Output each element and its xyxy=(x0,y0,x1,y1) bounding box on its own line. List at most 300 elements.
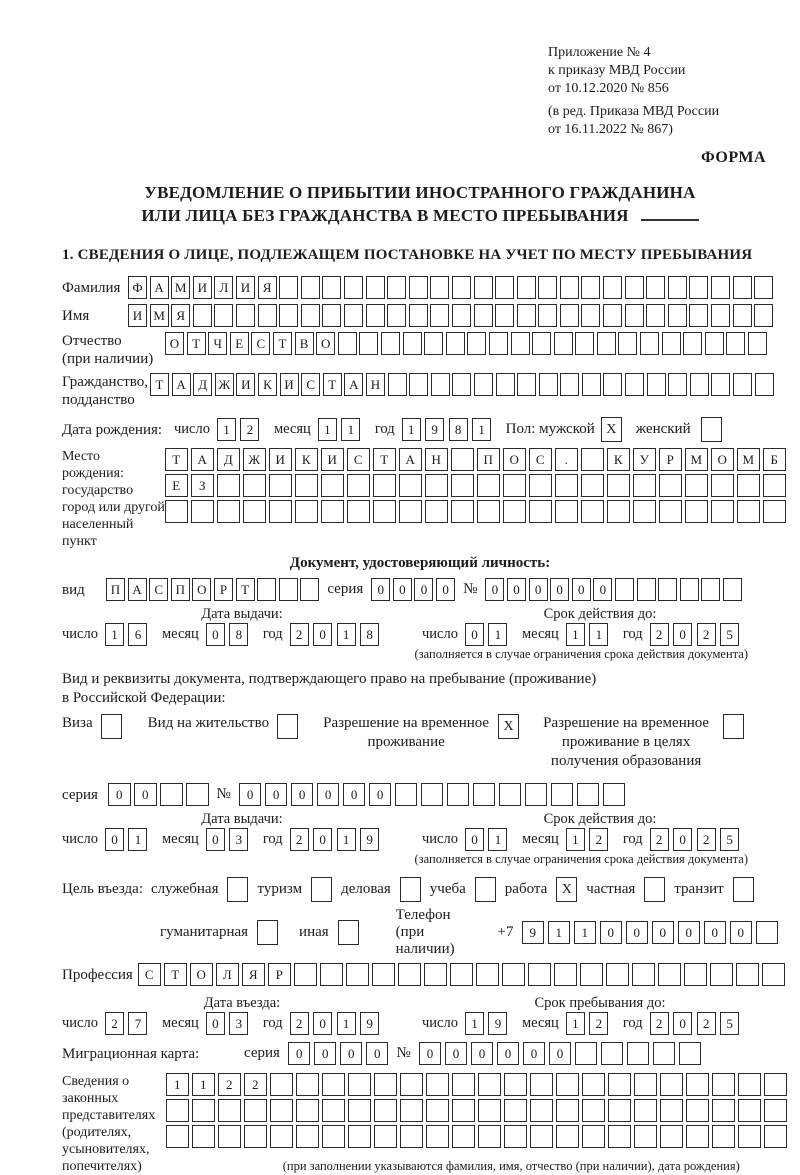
char-cell[interactable] xyxy=(473,783,496,806)
char-cell[interactable] xyxy=(374,1125,397,1148)
char-cell[interactable]: Ж xyxy=(215,373,234,396)
char-cell[interactable] xyxy=(426,1125,449,1148)
char-cell[interactable] xyxy=(668,373,687,396)
char-cell[interactable] xyxy=(763,474,786,497)
char-cell[interactable] xyxy=(601,1042,624,1065)
char-cell[interactable]: Е xyxy=(165,474,188,497)
char-cell[interactable] xyxy=(581,500,604,523)
char-cell[interactable] xyxy=(424,332,443,355)
char-cell[interactable] xyxy=(495,276,514,299)
char-cell[interactable] xyxy=(320,963,343,986)
char-cell[interactable] xyxy=(296,1099,319,1122)
char-cell[interactable] xyxy=(551,783,574,806)
char-cell[interactable]: 0 xyxy=(529,578,548,601)
char-cell[interactable] xyxy=(581,304,600,327)
char-cell[interactable]: А xyxy=(344,373,363,396)
char-cell[interactable]: 0 xyxy=(593,578,612,601)
char-cell[interactable] xyxy=(603,276,622,299)
purpose-work-checkbox[interactable]: X xyxy=(556,877,577,902)
char-cell[interactable] xyxy=(373,500,396,523)
char-cell[interactable] xyxy=(723,578,742,601)
char-cell[interactable] xyxy=(503,500,526,523)
char-cell[interactable] xyxy=(476,963,499,986)
char-cell[interactable] xyxy=(214,304,233,327)
char-cell[interactable]: А xyxy=(172,373,191,396)
char-cell[interactable] xyxy=(347,474,370,497)
char-cell[interactable] xyxy=(338,332,357,355)
char-cell[interactable] xyxy=(618,332,637,355)
char-cell[interactable] xyxy=(634,1099,657,1122)
char-cell[interactable] xyxy=(580,963,603,986)
char-cell[interactable] xyxy=(395,783,418,806)
char-cell[interactable] xyxy=(258,304,277,327)
char-cell[interactable]: К xyxy=(258,373,277,396)
char-cell[interactable] xyxy=(426,1099,449,1122)
char-cell[interactable] xyxy=(474,304,493,327)
date-digit-cell[interactable]: 6 xyxy=(128,623,147,646)
char-cell[interactable]: К xyxy=(295,448,318,471)
char-cell[interactable]: Р xyxy=(214,578,233,601)
char-cell[interactable]: К xyxy=(607,448,630,471)
char-cell[interactable] xyxy=(554,963,577,986)
char-cell[interactable] xyxy=(398,963,421,986)
char-cell[interactable]: О xyxy=(165,332,184,355)
purpose-study-checkbox[interactable] xyxy=(475,877,496,902)
char-cell[interactable] xyxy=(690,373,709,396)
char-cell[interactable] xyxy=(686,1099,709,1122)
char-cell[interactable] xyxy=(517,373,536,396)
char-cell[interactable] xyxy=(499,783,522,806)
char-cell[interactable] xyxy=(321,474,344,497)
char-cell[interactable]: О xyxy=(192,578,211,601)
char-cell[interactable] xyxy=(409,373,428,396)
char-cell[interactable] xyxy=(269,500,292,523)
char-cell[interactable] xyxy=(374,1073,397,1096)
char-cell[interactable] xyxy=(689,304,708,327)
char-cell[interactable]: 0 xyxy=(317,783,340,806)
date-digit-cell[interactable]: 2 xyxy=(290,828,309,851)
date-digit-cell[interactable]: 1 xyxy=(337,623,356,646)
char-cell[interactable] xyxy=(637,578,656,601)
char-cell[interactable] xyxy=(733,373,752,396)
char-cell[interactable] xyxy=(538,276,557,299)
date-digit-cell[interactable]: 1 xyxy=(341,418,360,441)
date-digit-cell[interactable]: 0 xyxy=(673,623,692,646)
char-cell[interactable] xyxy=(737,474,760,497)
char-cell[interactable] xyxy=(554,332,573,355)
char-cell[interactable]: 0 xyxy=(436,578,455,601)
date-digit-cell[interactable]: 2 xyxy=(105,1012,124,1035)
char-cell[interactable] xyxy=(539,373,558,396)
char-cell[interactable] xyxy=(504,1099,527,1122)
char-cell[interactable]: А xyxy=(150,276,169,299)
char-cell[interactable]: П xyxy=(171,578,190,601)
char-cell[interactable] xyxy=(530,1073,553,1096)
char-cell[interactable] xyxy=(489,332,508,355)
char-cell[interactable]: А xyxy=(191,448,214,471)
char-cell[interactable] xyxy=(403,332,422,355)
char-cell[interactable] xyxy=(478,1099,501,1122)
char-cell[interactable] xyxy=(399,500,422,523)
date-digit-cell[interactable]: 1 xyxy=(488,828,507,851)
char-cell[interactable]: 0 xyxy=(239,783,262,806)
char-cell[interactable] xyxy=(347,500,370,523)
char-cell[interactable] xyxy=(269,474,292,497)
char-cell[interactable] xyxy=(366,304,385,327)
char-cell[interactable] xyxy=(608,1073,631,1096)
char-cell[interactable] xyxy=(632,963,655,986)
char-cell[interactable] xyxy=(217,500,240,523)
char-cell[interactable]: 0 xyxy=(393,578,412,601)
char-cell[interactable] xyxy=(581,448,604,471)
char-cell[interactable] xyxy=(400,1099,423,1122)
date-digit-cell[interactable]: 2 xyxy=(697,1012,716,1035)
char-cell[interactable] xyxy=(160,783,183,806)
purpose-humanitarian-checkbox[interactable] xyxy=(257,920,278,945)
char-cell[interactable] xyxy=(582,1073,605,1096)
char-cell[interactable]: 0 xyxy=(678,921,701,944)
date-digit-cell[interactable]: 2 xyxy=(697,828,716,851)
date-digit-cell[interactable]: 1 xyxy=(402,418,421,441)
char-cell[interactable] xyxy=(451,474,474,497)
char-cell[interactable]: М xyxy=(685,448,708,471)
sex-female-checkbox[interactable] xyxy=(701,417,722,442)
char-cell[interactable] xyxy=(712,1125,735,1148)
char-cell[interactable] xyxy=(400,1073,423,1096)
char-cell[interactable] xyxy=(373,474,396,497)
char-cell[interactable]: Я xyxy=(242,963,265,986)
char-cell[interactable] xyxy=(452,1099,475,1122)
date-digit-cell[interactable]: 0 xyxy=(465,828,484,851)
char-cell[interactable]: М xyxy=(150,304,169,327)
char-cell[interactable]: 0 xyxy=(366,1042,389,1065)
char-cell[interactable] xyxy=(603,783,626,806)
char-cell[interactable]: С xyxy=(251,332,270,355)
option-temp-residence-checkbox[interactable]: X xyxy=(498,714,519,739)
date-digit-cell[interactable]: 2 xyxy=(290,623,309,646)
char-cell[interactable] xyxy=(452,1125,475,1148)
char-cell[interactable] xyxy=(660,1125,683,1148)
char-cell[interactable] xyxy=(426,1073,449,1096)
char-cell[interactable]: О xyxy=(711,448,734,471)
date-digit-cell[interactable]: 0 xyxy=(206,828,225,851)
char-cell[interactable] xyxy=(608,1099,631,1122)
char-cell[interactable] xyxy=(477,500,500,523)
char-cell[interactable]: . xyxy=(555,448,578,471)
option-visa-checkbox[interactable] xyxy=(101,714,122,739)
char-cell[interactable] xyxy=(711,474,734,497)
char-cell[interactable]: Р xyxy=(268,963,291,986)
char-cell[interactable] xyxy=(236,304,255,327)
char-cell[interactable] xyxy=(754,304,773,327)
char-cell[interactable] xyxy=(409,276,428,299)
char-cell[interactable]: 2 xyxy=(244,1073,267,1096)
char-cell[interactable]: 0 xyxy=(550,578,569,601)
char-cell[interactable]: П xyxy=(477,448,500,471)
char-cell[interactable]: 0 xyxy=(507,578,526,601)
char-cell[interactable] xyxy=(452,1073,475,1096)
char-cell[interactable] xyxy=(450,963,473,986)
date-digit-cell[interactable]: 9 xyxy=(360,828,379,851)
char-cell[interactable] xyxy=(447,783,470,806)
char-cell[interactable] xyxy=(748,332,767,355)
char-cell[interactable]: Н xyxy=(366,373,385,396)
char-cell[interactable] xyxy=(348,1073,371,1096)
char-cell[interactable] xyxy=(668,276,687,299)
char-cell[interactable] xyxy=(366,276,385,299)
char-cell[interactable] xyxy=(582,1099,605,1122)
char-cell[interactable] xyxy=(634,1125,657,1148)
date-digit-cell[interactable]: 9 xyxy=(425,418,444,441)
char-cell[interactable]: Д xyxy=(193,373,212,396)
char-cell[interactable] xyxy=(653,1042,676,1065)
char-cell[interactable] xyxy=(165,500,188,523)
char-cell[interactable] xyxy=(640,332,659,355)
char-cell[interactable] xyxy=(530,1125,553,1148)
char-cell[interactable] xyxy=(737,500,760,523)
char-cell[interactable] xyxy=(701,578,720,601)
date-digit-cell[interactable]: 9 xyxy=(488,1012,507,1035)
char-cell[interactable] xyxy=(738,1099,761,1122)
char-cell[interactable]: Т xyxy=(165,448,188,471)
date-digit-cell[interactable]: 5 xyxy=(720,828,739,851)
char-cell[interactable] xyxy=(529,500,552,523)
char-cell[interactable] xyxy=(582,373,601,396)
char-cell[interactable]: С xyxy=(138,963,161,986)
char-cell[interactable]: Ч xyxy=(208,332,227,355)
date-digit-cell[interactable]: 1 xyxy=(488,623,507,646)
char-cell[interactable]: 0 xyxy=(108,783,131,806)
char-cell[interactable] xyxy=(425,474,448,497)
date-digit-cell[interactable]: 5 xyxy=(720,1012,739,1035)
char-cell[interactable] xyxy=(738,1125,761,1148)
char-cell[interactable]: 0 xyxy=(419,1042,442,1065)
purpose-other-checkbox[interactable] xyxy=(338,920,359,945)
char-cell[interactable] xyxy=(577,783,600,806)
char-cell[interactable] xyxy=(762,963,785,986)
char-cell[interactable] xyxy=(705,332,724,355)
char-cell[interactable]: Я xyxy=(258,276,277,299)
char-cell[interactable] xyxy=(474,373,493,396)
char-cell[interactable] xyxy=(452,373,471,396)
char-cell[interactable] xyxy=(409,304,428,327)
char-cell[interactable]: 1 xyxy=(548,921,571,944)
char-cell[interactable]: С xyxy=(149,578,168,601)
char-cell[interactable]: И xyxy=(128,304,147,327)
char-cell[interactable]: Т xyxy=(187,332,206,355)
char-cell[interactable] xyxy=(270,1099,293,1122)
char-cell[interactable] xyxy=(625,276,644,299)
char-cell[interactable]: И xyxy=(269,448,292,471)
date-digit-cell[interactable]: 0 xyxy=(673,828,692,851)
char-cell[interactable] xyxy=(710,963,733,986)
char-cell[interactable]: Т xyxy=(164,963,187,986)
char-cell[interactable]: И xyxy=(236,276,255,299)
char-cell[interactable] xyxy=(686,1073,709,1096)
char-cell[interactable]: 2 xyxy=(218,1073,241,1096)
char-cell[interactable]: А xyxy=(399,448,422,471)
char-cell[interactable]: 0 xyxy=(652,921,675,944)
char-cell[interactable]: Л xyxy=(214,276,233,299)
char-cell[interactable]: 0 xyxy=(343,783,366,806)
char-cell[interactable] xyxy=(679,1042,702,1065)
date-digit-cell[interactable]: 2 xyxy=(650,828,669,851)
char-cell[interactable] xyxy=(430,276,449,299)
char-cell[interactable] xyxy=(388,373,407,396)
char-cell[interactable]: Н xyxy=(425,448,448,471)
date-digit-cell[interactable]: 2 xyxy=(589,1012,608,1035)
char-cell[interactable]: С xyxy=(301,373,320,396)
char-cell[interactable] xyxy=(633,474,656,497)
char-cell[interactable] xyxy=(627,1042,650,1065)
char-cell[interactable] xyxy=(689,276,708,299)
option-temp-residence-education-checkbox[interactable] xyxy=(723,714,744,739)
date-digit-cell[interactable]: 0 xyxy=(313,828,332,851)
char-cell[interactable]: И xyxy=(236,373,255,396)
char-cell[interactable] xyxy=(348,1125,371,1148)
char-cell[interactable] xyxy=(560,304,579,327)
char-cell[interactable]: Т xyxy=(150,373,169,396)
char-cell[interactable]: 9 xyxy=(522,921,545,944)
char-cell[interactable] xyxy=(603,373,622,396)
char-cell[interactable] xyxy=(647,373,666,396)
date-digit-cell[interactable]: 1 xyxy=(465,1012,484,1035)
char-cell[interactable]: М xyxy=(171,276,190,299)
char-cell[interactable]: 0 xyxy=(471,1042,494,1065)
char-cell[interactable] xyxy=(503,474,526,497)
char-cell[interactable] xyxy=(193,304,212,327)
char-cell[interactable] xyxy=(322,1099,345,1122)
char-cell[interactable] xyxy=(517,304,536,327)
char-cell[interactable]: Ж xyxy=(243,448,266,471)
date-digit-cell[interactable]: 1 xyxy=(589,623,608,646)
char-cell[interactable]: О xyxy=(190,963,213,986)
char-cell[interactable] xyxy=(446,332,465,355)
date-digit-cell[interactable]: 0 xyxy=(465,623,484,646)
char-cell[interactable]: 0 xyxy=(485,578,504,601)
date-digit-cell[interactable]: 7 xyxy=(128,1012,147,1035)
sex-male-checkbox[interactable]: X xyxy=(601,417,622,442)
char-cell[interactable] xyxy=(344,276,363,299)
char-cell[interactable] xyxy=(279,276,298,299)
char-cell[interactable] xyxy=(532,332,551,355)
char-cell[interactable] xyxy=(217,474,240,497)
char-cell[interactable]: 0 xyxy=(549,1042,572,1065)
char-cell[interactable] xyxy=(452,304,471,327)
char-cell[interactable] xyxy=(270,1125,293,1148)
char-cell[interactable]: 0 xyxy=(288,1042,311,1065)
char-cell[interactable] xyxy=(295,474,318,497)
char-cell[interactable] xyxy=(711,373,730,396)
char-cell[interactable] xyxy=(322,304,341,327)
char-cell[interactable] xyxy=(192,1125,215,1148)
char-cell[interactable] xyxy=(738,1073,761,1096)
char-cell[interactable] xyxy=(560,373,579,396)
date-digit-cell[interactable]: 0 xyxy=(206,623,225,646)
char-cell[interactable]: О xyxy=(316,332,335,355)
char-cell[interactable] xyxy=(431,373,450,396)
char-cell[interactable] xyxy=(764,1125,787,1148)
date-digit-cell[interactable]: 1 xyxy=(472,418,491,441)
date-digit-cell[interactable]: 0 xyxy=(313,623,332,646)
char-cell[interactable] xyxy=(668,304,687,327)
char-cell[interactable] xyxy=(517,276,536,299)
date-digit-cell[interactable]: 1 xyxy=(337,828,356,851)
char-cell[interactable] xyxy=(634,1073,657,1096)
char-cell[interactable] xyxy=(421,783,444,806)
char-cell[interactable] xyxy=(660,1099,683,1122)
date-digit-cell[interactable]: 0 xyxy=(313,1012,332,1035)
date-digit-cell[interactable]: 1 xyxy=(566,623,585,646)
char-cell[interactable]: 0 xyxy=(523,1042,546,1065)
char-cell[interactable] xyxy=(322,1073,345,1096)
char-cell[interactable]: П xyxy=(106,578,125,601)
date-digit-cell[interactable]: 8 xyxy=(360,623,379,646)
date-digit-cell[interactable]: 0 xyxy=(206,1012,225,1035)
char-cell[interactable] xyxy=(530,1099,553,1122)
char-cell[interactable] xyxy=(387,304,406,327)
char-cell[interactable] xyxy=(684,963,707,986)
char-cell[interactable] xyxy=(608,1125,631,1148)
date-digit-cell[interactable]: 5 xyxy=(720,623,739,646)
char-cell[interactable] xyxy=(658,963,681,986)
purpose-transit-checkbox[interactable] xyxy=(733,877,754,902)
char-cell[interactable] xyxy=(372,963,395,986)
char-cell[interactable] xyxy=(680,578,699,601)
char-cell[interactable] xyxy=(756,921,779,944)
char-cell[interactable]: Т xyxy=(273,332,292,355)
char-cell[interactable]: 0 xyxy=(414,578,433,601)
purpose-tourism-checkbox[interactable] xyxy=(311,877,332,902)
date-digit-cell[interactable]: 2 xyxy=(650,1012,669,1035)
char-cell[interactable] xyxy=(646,304,665,327)
char-cell[interactable]: 0 xyxy=(626,921,649,944)
char-cell[interactable]: И xyxy=(280,373,299,396)
char-cell[interactable]: 0 xyxy=(572,578,591,601)
date-digit-cell[interactable]: 9 xyxy=(360,1012,379,1035)
char-cell[interactable] xyxy=(711,500,734,523)
date-digit-cell[interactable]: 2 xyxy=(650,623,669,646)
char-cell[interactable]: Р xyxy=(659,448,682,471)
char-cell[interactable] xyxy=(685,474,708,497)
char-cell[interactable] xyxy=(430,304,449,327)
char-cell[interactable] xyxy=(660,1073,683,1096)
char-cell[interactable] xyxy=(581,276,600,299)
char-cell[interactable] xyxy=(603,304,622,327)
char-cell[interactable] xyxy=(451,500,474,523)
char-cell[interactable] xyxy=(474,276,493,299)
char-cell[interactable] xyxy=(322,1125,345,1148)
char-cell[interactable] xyxy=(525,783,548,806)
char-cell[interactable] xyxy=(244,1099,267,1122)
date-digit-cell[interactable]: 1 xyxy=(566,828,585,851)
date-digit-cell[interactable]: 1 xyxy=(105,623,124,646)
char-cell[interactable] xyxy=(662,332,681,355)
char-cell[interactable] xyxy=(529,474,552,497)
char-cell[interactable] xyxy=(685,500,708,523)
char-cell[interactable] xyxy=(348,1099,371,1122)
char-cell[interactable] xyxy=(646,276,665,299)
char-cell[interactable] xyxy=(399,474,422,497)
char-cell[interactable]: О xyxy=(503,448,526,471)
purpose-private-checkbox[interactable] xyxy=(644,877,665,902)
date-digit-cell[interactable]: 1 xyxy=(128,828,147,851)
char-cell[interactable] xyxy=(606,963,629,986)
char-cell[interactable]: 0 xyxy=(134,783,157,806)
char-cell[interactable] xyxy=(495,304,514,327)
char-cell[interactable] xyxy=(711,304,730,327)
char-cell[interactable]: Д xyxy=(217,448,240,471)
